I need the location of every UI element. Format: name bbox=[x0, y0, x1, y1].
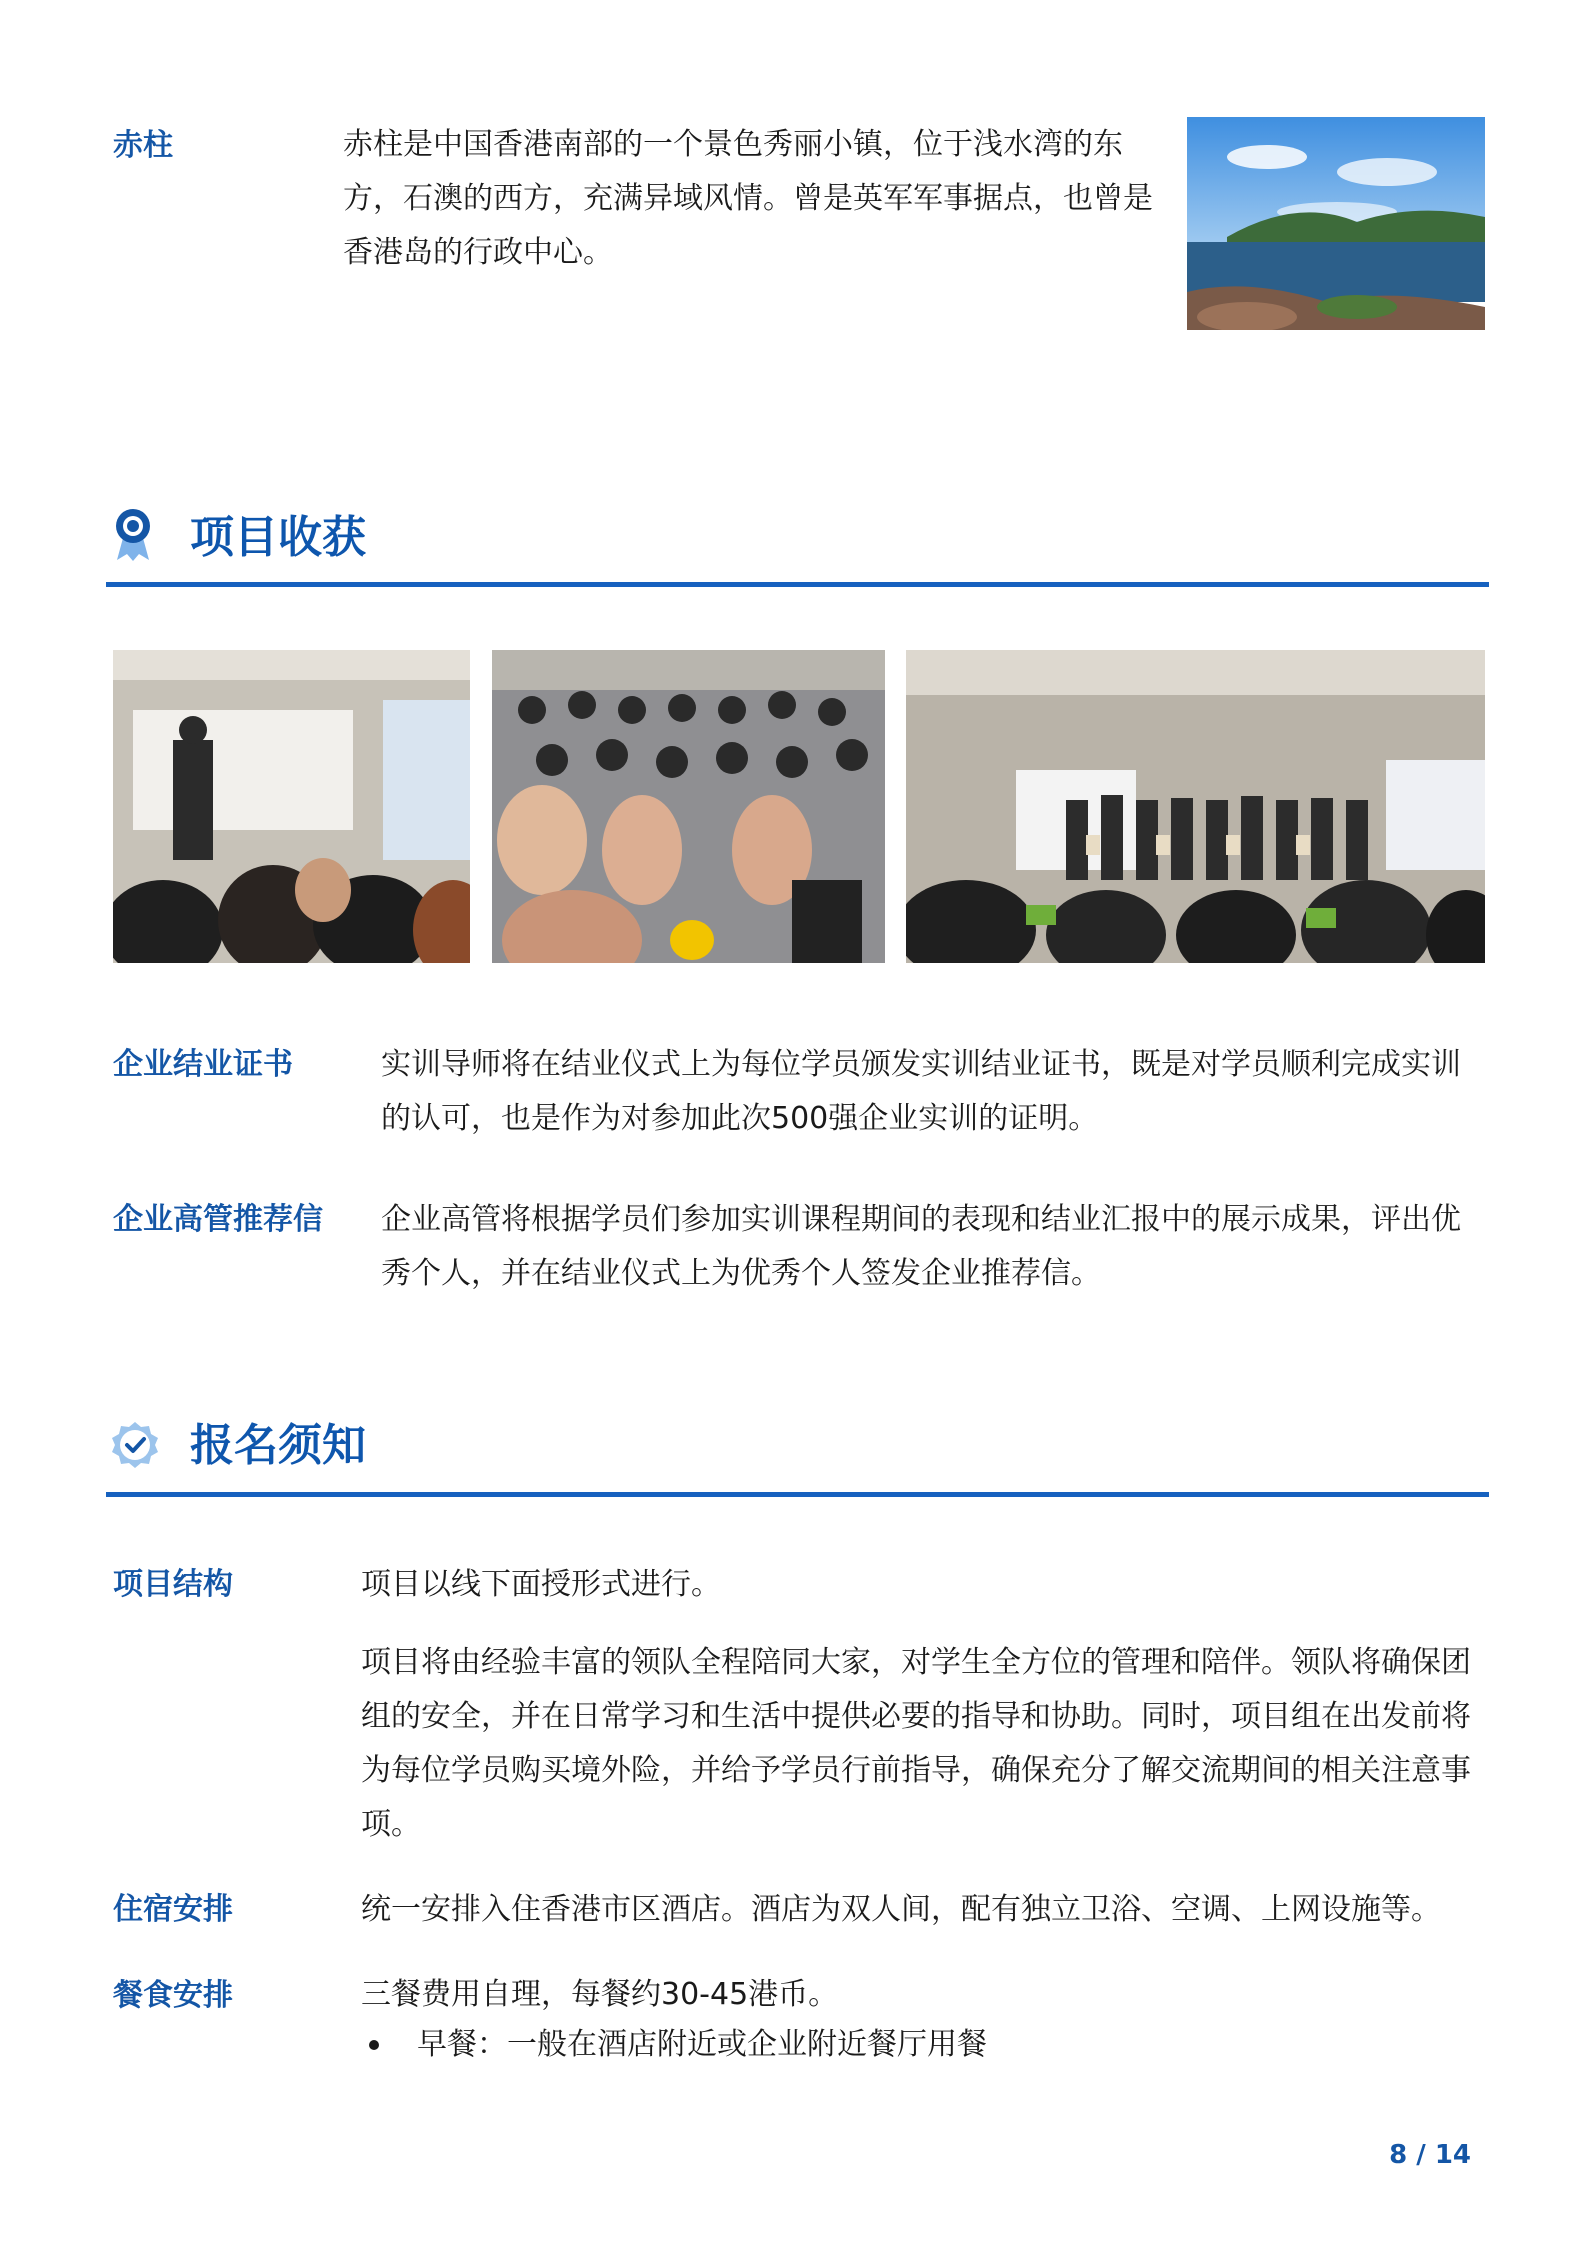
outcome-label-recommendation: 企业高管推荐信 bbox=[113, 1202, 323, 1237]
registration-title: 报名须知 bbox=[190, 1420, 366, 1471]
meals-bullet-breakfast: 早餐：一般在酒店附近或企业附近餐厅用餐 bbox=[417, 2027, 987, 2062]
structure-para1: 项目以线下面授形式进行。 bbox=[361, 1567, 721, 1602]
outcomes-photo-ceremony bbox=[906, 650, 1485, 963]
accommodation-label: 住宿安排 bbox=[113, 1892, 233, 1927]
ribbon-award-icon bbox=[113, 508, 153, 562]
outcomes-photo-group-selfie bbox=[492, 650, 885, 963]
meals-bullet-list bbox=[361, 2018, 1471, 2072]
outcome-label-certificate: 企业结业证书 bbox=[113, 1047, 293, 1082]
stanley-photo bbox=[1187, 117, 1485, 330]
stanley-description: 赤柱是中国香港南部的一个景色秀丽小镇，位于浅水湾的东方，石澳的西方，充满异域风情。曾是英军军事据点，也曾是香港岛的行政中心。 bbox=[343, 127, 1153, 270]
check-badge-icon bbox=[110, 1420, 160, 1470]
list-item bbox=[361, 2018, 1471, 2072]
outcomes-divider bbox=[106, 582, 1489, 587]
outcome-text-recommendation: 企业高管将根据学员们参加实训课程期间的表现和结业汇报中的展示成果，评出优秀个人，并在结业仪式上为优秀个人签发企业推荐信。 bbox=[381, 1202, 1461, 1291]
outcome-text-certificate: 实训导师将在结业仪式上为每位学员颁发实训结业证书，既是对学员顺利完成实训的认可，也是作为对参加此次500强企业实训的证明。 bbox=[381, 1047, 1461, 1136]
structure-label: 项目结构 bbox=[113, 1567, 233, 1602]
stanley-label: 赤柱 bbox=[113, 128, 173, 163]
registration-divider bbox=[106, 1492, 1489, 1497]
meals-label: 餐食安排 bbox=[113, 1978, 233, 2013]
outcomes-title: 项目收获 bbox=[190, 512, 366, 563]
outcomes-photo-presentation bbox=[113, 650, 470, 963]
structure-para2: 项目将由经验丰富的领队全程陪同大家，对学生全方位的管理和陪伴。领队将确保团组的安全，并在日常学习和生活中提供必要的指导和协助。同时，项目组在出发前将为每位学员购买境外险，并给予学员行前指导，确保充分了解交流期间的相关注意事项。 bbox=[361, 1645, 1471, 1842]
page-number: 8 / 14 bbox=[1389, 2140, 1471, 2170]
accommodation-text: 统一安排入住香港市区酒店。酒店为双人间，配有独立卫浴、空调、上网设施等。 bbox=[361, 1892, 1441, 1927]
meals-text: 三餐费用自理，每餐约30-45港币。 bbox=[361, 1977, 839, 2012]
bullet-dot-icon bbox=[369, 2040, 379, 2050]
